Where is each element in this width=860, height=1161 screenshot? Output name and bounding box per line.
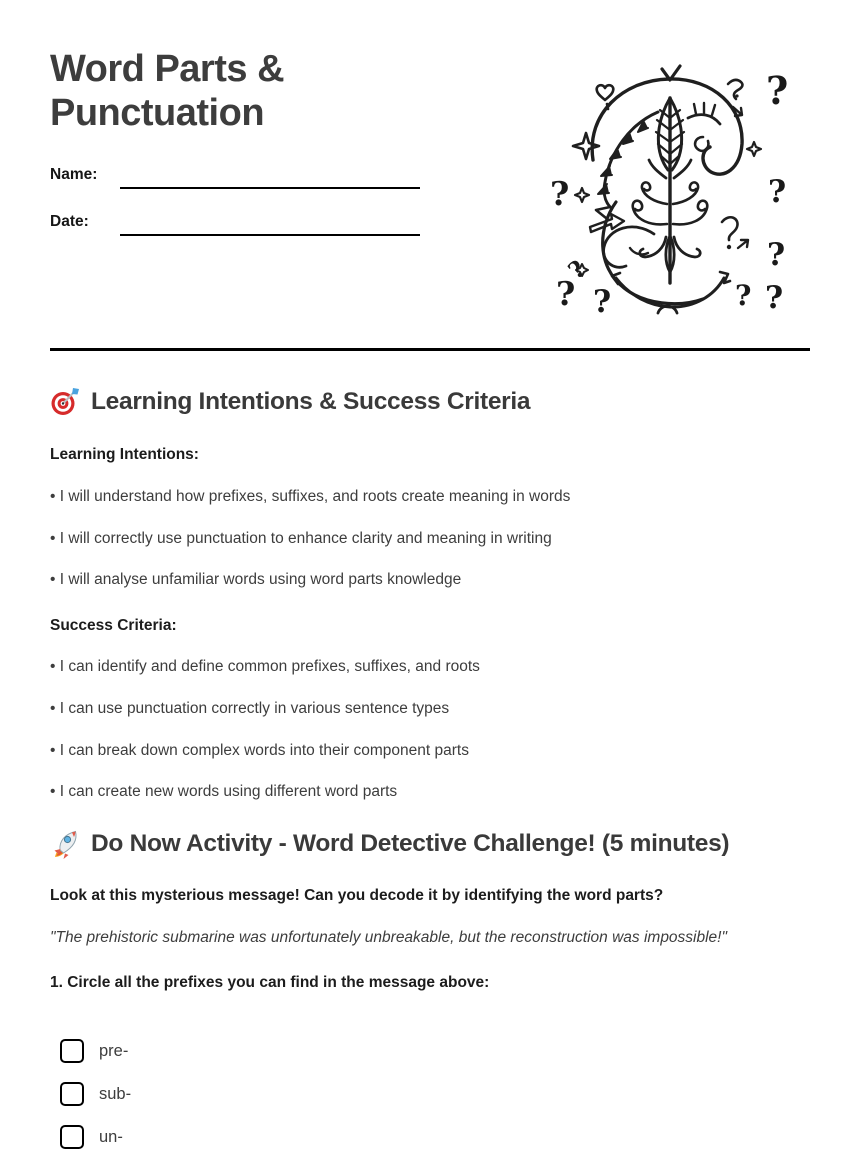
page-title-line1: Word Parts & xyxy=(50,48,285,90)
criteria-bullet-4: • I can create new words using different word parts xyxy=(50,783,398,800)
prefix-un-checkbox[interactable] xyxy=(60,1125,84,1149)
target-with-dart-icon xyxy=(50,387,80,417)
svg-text:?: ? xyxy=(556,274,576,313)
do-now-prompt: Look at this mysterious message! Can you decode it by identifying the word parts? xyxy=(50,887,664,904)
intention-bullet-3: • I will analyse unfamiliar words using word parts knowledge xyxy=(50,571,462,588)
criteria-bullet-2: • I can use punctuation correctly in various sentence types xyxy=(50,700,450,717)
page-title-line2: Punctuation xyxy=(50,92,265,134)
prefix-pre-checkbox[interactable] xyxy=(60,1039,84,1063)
svg-text:?: ? xyxy=(767,237,786,273)
prefix-pre-label: pre- xyxy=(99,1041,129,1060)
mystery-message: "The prehistoric submarine was unfortunately unbreakable, but the reconstruction was impossible!" xyxy=(50,929,727,946)
intention-bullet-2: • I will correctly use punctuation to enhance clarity and meaning in writing xyxy=(50,530,552,547)
prefix-sub-checkbox[interactable] xyxy=(60,1082,84,1106)
criteria-bullet-1: • I can identify and define common prefixes, suffixes, and roots xyxy=(50,658,480,675)
svg-text:?: ? xyxy=(593,284,612,320)
svg-text:?: ? xyxy=(768,174,787,210)
prefix-option-row xyxy=(60,1081,131,1107)
name-label: Name: xyxy=(50,166,98,183)
section-divider xyxy=(50,348,810,351)
success-criteria-label: Success Criteria: xyxy=(50,617,177,634)
question-1-label: 1. Circle all the prefixes you can find in the message above: xyxy=(50,974,490,991)
learning-intentions-heading-text: Learning Intentions & Success Criteria xyxy=(91,388,531,415)
learning-intentions-label: Learning Intentions: xyxy=(50,446,199,463)
learning-intentions-heading xyxy=(50,387,530,417)
rocket-icon xyxy=(50,829,80,859)
intention-bullet-1: • I will understand how prefixes, suffixes, and roots create meaning in words xyxy=(50,488,571,505)
do-now-activity-heading xyxy=(50,829,729,859)
name-input-line[interactable] xyxy=(120,187,420,189)
prefix-option-row xyxy=(60,1124,123,1150)
criteria-bullet-3: • I can break down complex words into their component parts xyxy=(50,742,469,759)
prefix-sub-label: sub- xyxy=(99,1084,132,1103)
page-title xyxy=(50,47,520,135)
svg-text:?: ? xyxy=(766,68,789,113)
date-input-line[interactable] xyxy=(120,234,420,236)
question-marks-feather-doodle-illustration xyxy=(538,52,814,320)
date-label: Date: xyxy=(50,213,89,230)
svg-text:?: ? xyxy=(765,280,784,316)
svg-text:?: ? xyxy=(550,174,570,213)
do-now-activity-heading-text: Do Now Activity - Word Detective Challenge! (5 minutes) xyxy=(91,830,730,857)
prefix-un-label: un- xyxy=(99,1127,123,1146)
svg-text:?: ? xyxy=(563,255,591,285)
prefix-option-row xyxy=(60,1038,128,1064)
svg-text:?: ? xyxy=(735,279,752,312)
